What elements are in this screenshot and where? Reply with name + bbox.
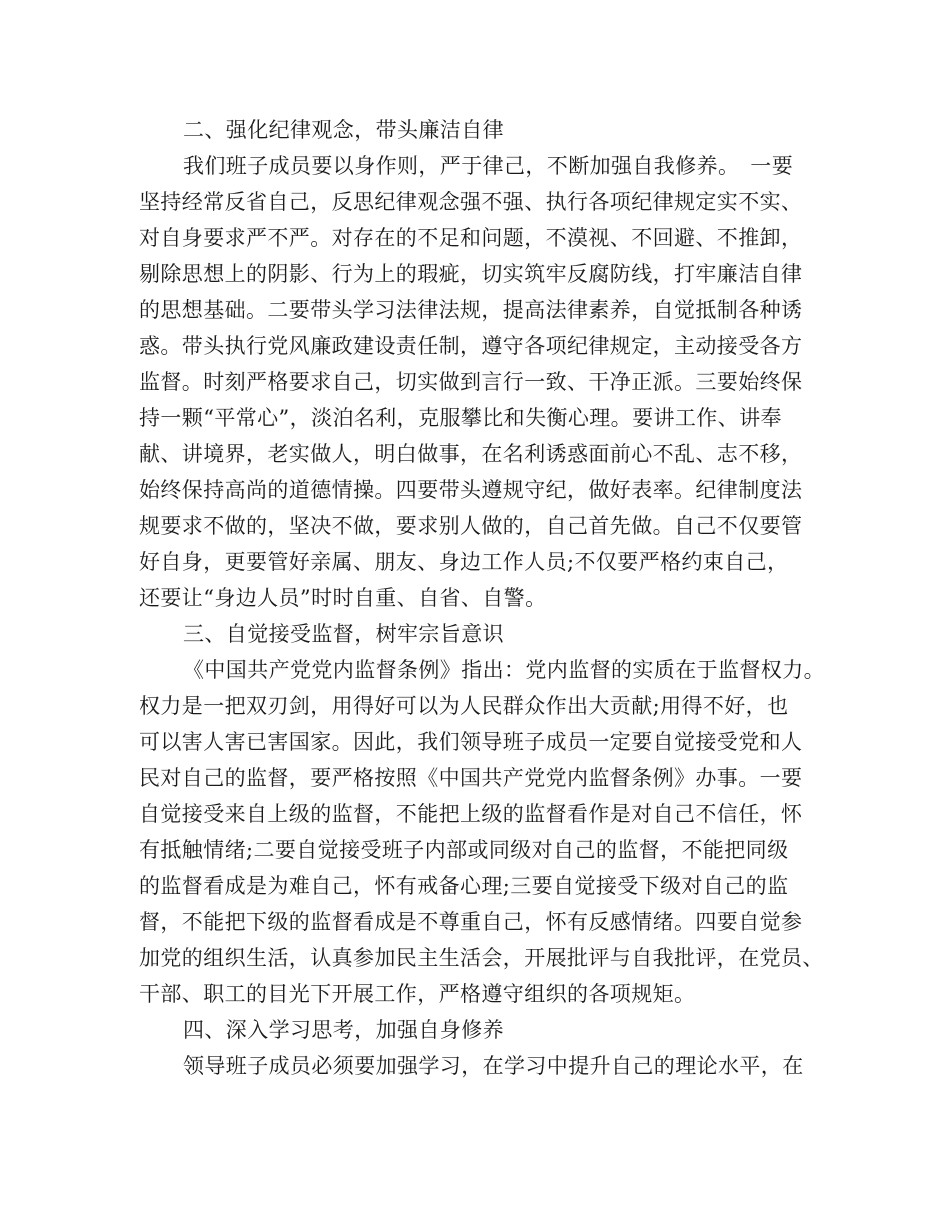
paragraph-line: 规要求不做的，坚决不做，要求别人做的，自己首先做。自己不仅要管: [139, 514, 803, 538]
paragraph-line: 好自身，更要管好亲属、朋友、身边工作人员;不仅要严格约束自己，: [139, 550, 789, 574]
paragraph-line: 《中国共产党党内监督条例》指出：党内监督的实质在于监督权力。: [183, 658, 825, 682]
paragraph-line: 剔除思想上的阴影、行为上的瑕疵，切实筑牢反腐防线，打牢廉洁自律: [139, 262, 803, 286]
paragraph-line: 的思想基础。二要带头学习法律法规，提高法律素养，自觉抵制各种诱: [139, 298, 803, 322]
paragraph-line: 干部、职工的目光下开展工作，严格遵守组织的各项规矩。: [139, 982, 696, 1006]
paragraph-line: 对自身要求严不严。对存在的不足和问题，不漠视、不回避、不推卸，: [139, 226, 803, 250]
paragraph-line: 监督。时刻严格要求自己，切实做到言行一致、干净正派。三要始终保: [139, 370, 803, 394]
paragraph-line: 的监督看成是为难自己，怀有戒备心理;三要自觉接受下级对自己的监: [139, 874, 789, 898]
section-heading: 二、强化纪律观念，带头廉洁自律: [183, 118, 504, 142]
paragraph-line: 权力是一把双刃剑，用得好可以为人民群众作出大贡献;用得不好，也: [139, 694, 789, 718]
paragraph-line: 有抵触情绪;二要自觉接受班子内部或同级对自己的监督，不能把同级: [139, 838, 789, 862]
paragraph-line: 惑。带头执行党风廉政建设责任制，遵守各项纪律规定，主动接受各方: [139, 334, 803, 358]
paragraph-line: 民对自己的监督，要严格按照《中国共产党党内监督条例》办事。一要: [139, 766, 803, 790]
paragraph-line: 我们班子成员要以身作则，严于律己，不断加强自我修养。 一要: [183, 154, 794, 178]
section-heading: 四、深入学习思考，加强自身修养: [183, 1018, 504, 1042]
paragraph-line: 持一颗“平常心”，淡泊名利，克服攀比和失衡心理。要讲工作、讲奉: [139, 406, 782, 430]
paragraph-line: 献、讲境界，老实做人，明白做事，在名利诱惑面前心不乱、志不移，: [139, 442, 803, 466]
section-heading: 三、自觉接受监督，树牢宗旨意识: [183, 622, 504, 646]
paragraph-line: 始终保持高尚的道德情操。四要带头遵规守纪，做好表率。纪律制度法: [139, 478, 803, 502]
paragraph-line: 领导班子成员必须要加强学习，在学习中提升自己的理论水平，在: [183, 1054, 804, 1078]
paragraph-line: 坚持经常反省自己，反思纪律观念强不强、执行各项纪律规定实不实、: [139, 190, 803, 214]
paragraph-line: 加党的组织生活，认真参加民主生活会，开展批评与自我批评，在党员、: [139, 946, 824, 970]
paragraph-line: 督，不能把下级的监督看成是不尊重自己，怀有反感情绪。四要自觉参: [139, 910, 803, 934]
paragraph-line: 可以害人害已害国家。因此，我们领导班子成员一定要自觉接受党和人: [139, 730, 803, 754]
paragraph-line: 还要让“身边人员”时时自重、自省、自警。: [139, 586, 547, 610]
paragraph-line: 自觉接受来自上级的监督，不能把上级的监督看作是对自己不信任，怀: [139, 802, 803, 826]
